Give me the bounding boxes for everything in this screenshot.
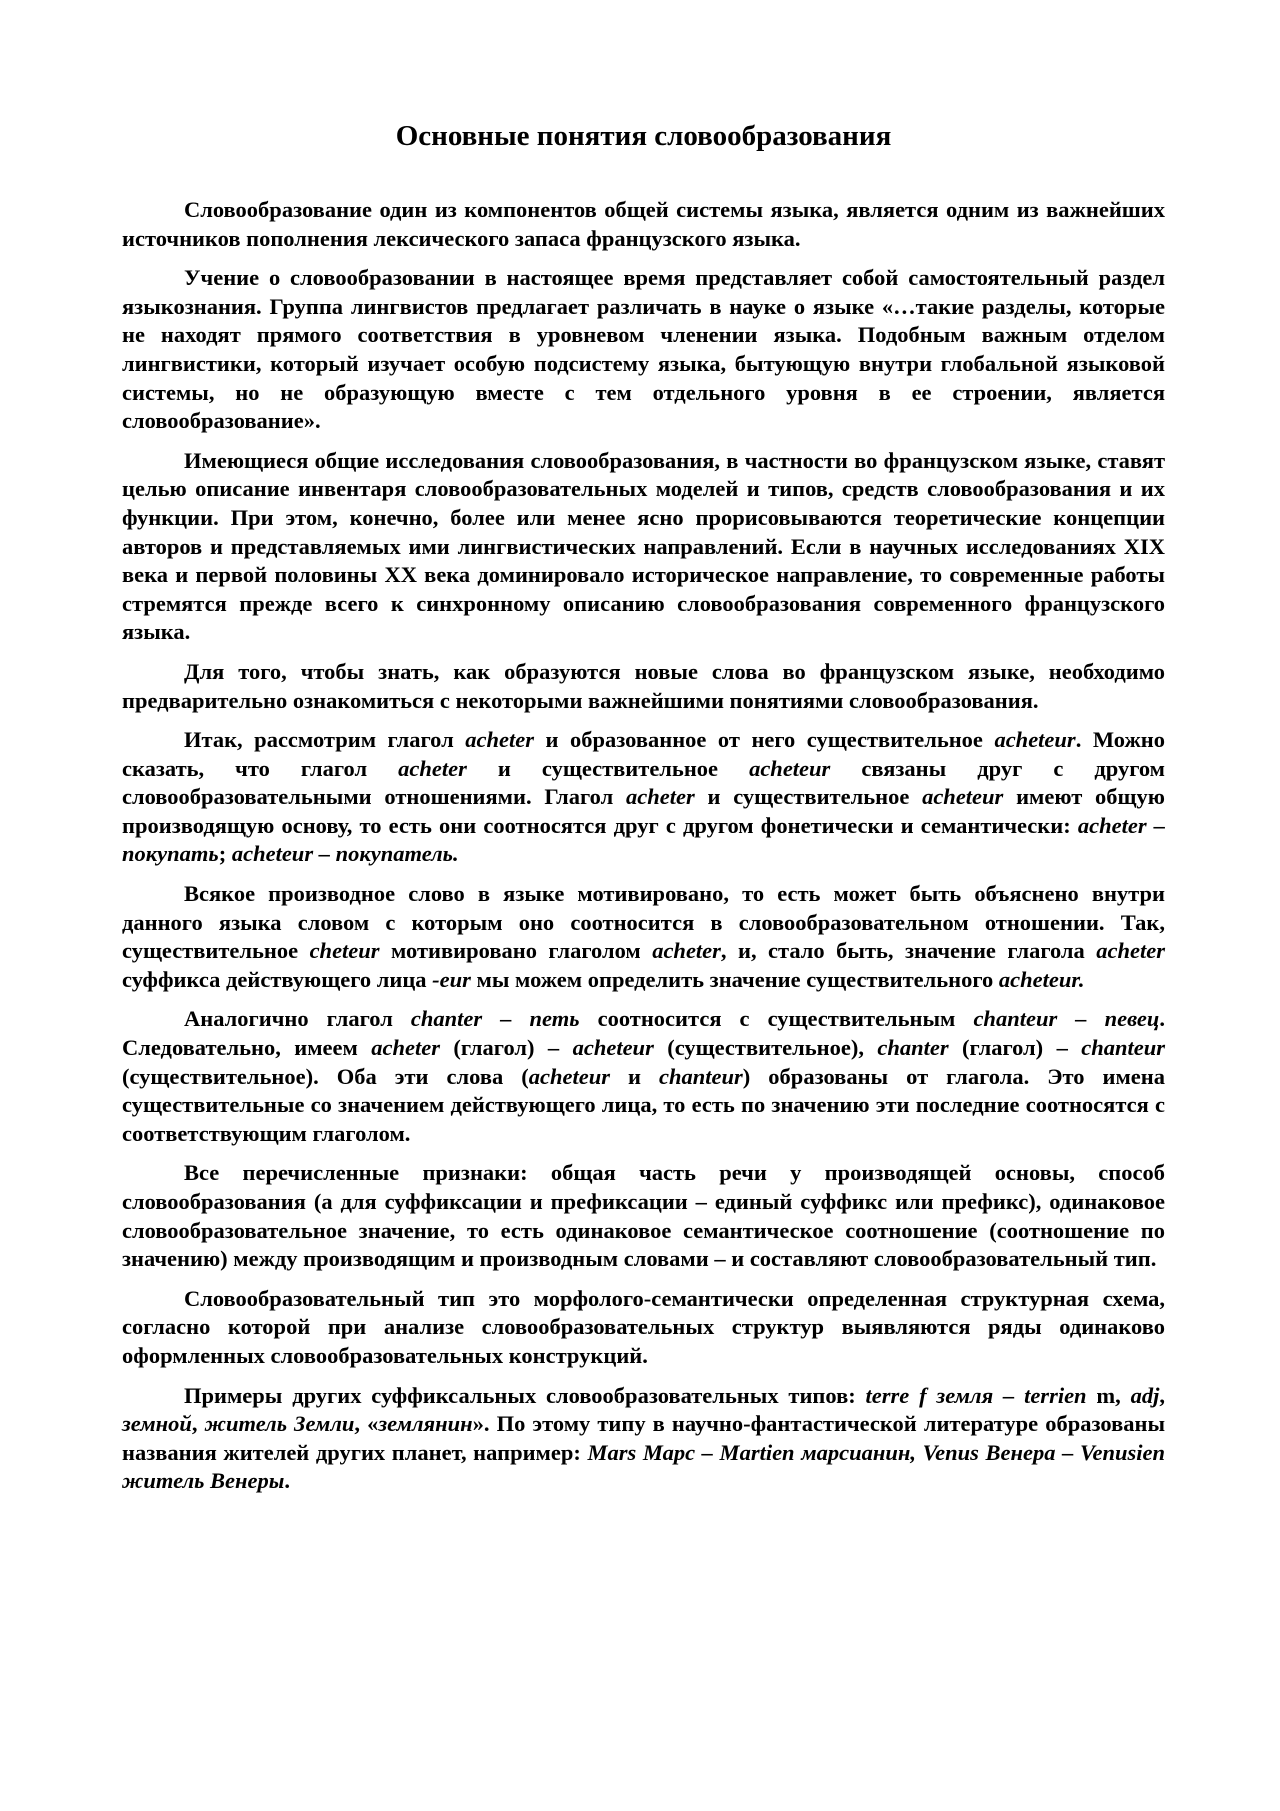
text-run: Аналогично глагол — [184, 1006, 411, 1032]
italic-term: acheter — [652, 938, 721, 964]
italic-term: cheteur — [309, 938, 380, 964]
italic-term: terre f земля – terrien — [865, 1382, 1087, 1408]
italic-term: acheter – покупать — [122, 812, 1166, 867]
text-run: и существительное — [466, 755, 750, 781]
document-body — [122, 196, 1165, 1496]
text-run: суффикса действующего лица — [122, 966, 433, 992]
paragraph — [122, 196, 1165, 253]
italic-term: acheter — [625, 784, 695, 810]
text-run: . Можно сказать, что глагол — [122, 727, 1165, 781]
text-run: ». По этому типу в научно-фантастической литературе образованы названия жителей других планет, например: — [122, 1411, 1166, 1465]
italic-term: chanteur – певец — [973, 1006, 1160, 1032]
italic-term: Mars Марс – Martien марсианин, Venus Венера – Venusien житель Венеры — [122, 1439, 1166, 1494]
italic-term: acheteur. — [998, 966, 1085, 992]
italic-term: acheter — [371, 1035, 440, 1061]
paragraph — [122, 264, 1165, 436]
text-run: , — [191, 1411, 205, 1437]
italic-term: земной — [122, 1411, 192, 1437]
italic-term: землянин — [378, 1411, 473, 1437]
text-run: и образованное от него существительное — [533, 727, 995, 753]
italic-term: acheteur – покупатель. — [231, 841, 459, 867]
text-run: Имеющиеся общие исследования словообразования, в частности во французском языке, ставят целью описание инвентаря словообразовательных моделей и типов, средств словообразования и их функции. При этом, конечно, более или менее ясно прорисовываются теоретические концепции авторов и представляемых ими лингвистических направлений. Если в научных исследованиях XIX века и первой половины XX века доминировало историческое направление, то современные работы стремятся прежде всего к синхронному описанию словообразования современного французского языка. — [122, 447, 1165, 645]
text-run: . Следовательно, имеем — [122, 1006, 1165, 1061]
text-run: мы можем определить значение существительного — [470, 966, 999, 992]
document-title: Основные понятия словообразования — [395, 120, 892, 152]
italic-term: chanteur — [659, 1063, 743, 1089]
document-page — [122, 118, 1165, 1507]
text-run: соотносится с существительным — [579, 1006, 974, 1032]
text-run: Для того, чтобы знать, как образуются новые слова во французском языке, необходимо предварительно ознакомиться с некоторыми важнейшими понятиями словообразования. — [122, 658, 1165, 713]
text-run: , и, стало быть, значение глагола — [720, 938, 1097, 964]
italic-term: acheteur — [572, 1035, 654, 1061]
text-run: Словообразование один из компонентов общей системы языка, является одним из важнейших источников пополнения лексического запаса французского языка. — [122, 197, 1165, 251]
text-run: имеют общую производящую основу, то есть они соотносятся друг с другом фонетически и семантически: — [122, 784, 1165, 838]
italic-term: acheteur — [528, 1063, 610, 1089]
text-run: мотивировано глаголом — [379, 938, 653, 964]
text-run: ; — [218, 841, 232, 867]
text-run: . — [284, 1468, 290, 1494]
italic-term: -eur — [432, 966, 471, 992]
paragraph — [122, 880, 1165, 994]
text-run: и — [610, 1063, 660, 1089]
text-run: Учение о словообразовании в настоящее время представляет собой самостоятельный раздел языкознания. Группа лингвистов предлагает различать в науке о языке «…такие разделы, которые не находят прямого соответствия в уровневом членении языка. Подобным важным отделом лингвистики, который изучает особую подсистему языка, бытующую внутри глобальной языковой системы, но не образующую вместе с тем отдельного уровня в ее строении, является словообразование». — [122, 265, 1165, 434]
paragraph — [122, 1005, 1165, 1148]
italic-term: acheteur — [922, 784, 1004, 810]
text-run: и существительное — [694, 784, 923, 810]
paragraph — [122, 726, 1165, 869]
text-run: (глагол) – — [948, 1035, 1082, 1061]
paragraph — [122, 1382, 1165, 1496]
italic-term: acheter — [465, 727, 534, 753]
italic-term: acheteur — [994, 727, 1076, 753]
text-run: Словообразовательный тип это морфолого-семантически определенная структурная схема, согласно которой при анализе словообразовательных структур выявляются ряды одинаково оформленных словообразовательных конструкций. — [122, 1285, 1165, 1368]
text-run: связаны друг с другом словообразовательными отношениями. Глагол — [122, 755, 1165, 810]
italic-term: chanter — [877, 1035, 949, 1061]
text-run: (существительное), — [653, 1035, 878, 1061]
italic-term: chanteur — [1081, 1035, 1165, 1061]
text-run: (существительное). Оба эти слова ( — [122, 1063, 529, 1089]
italic-term: acheter — [398, 755, 467, 781]
text-run: Примеры других суффиксальных словообразовательных типов: — [184, 1382, 866, 1408]
text-run: Все перечисленные признаки: общая часть речи у производящей основы, способ словообразования (а для суффиксации и префиксации – единый суффикс или префикс), одинаковое словообразовательное значение, то есть одинаковое семантическое соотношение (соотношение по значению) между производящим и производным словами – и составляют словообразовательный тип. — [122, 1160, 1165, 1272]
paragraph — [122, 1159, 1165, 1273]
text-run: Итак, рассмотрим глагол — [184, 727, 466, 753]
italic-term: chanter – петь — [410, 1006, 580, 1032]
text-run: m, — [1086, 1382, 1131, 1408]
text-run: ) образованы от глагола. Это имена существительные со значением действующего лица, то есть по значению эти последние соотносятся с соответствующим глаголом. — [122, 1063, 1166, 1146]
text-run: , « — [354, 1411, 379, 1437]
text-run: Всякое производное слово в языке мотивировано, то есть может быть объяснено внутри данного языка словом с которым оно соотносится в словообразовательном отношении. Так, существительное — [122, 881, 1165, 964]
italic-term: adj — [1130, 1382, 1160, 1408]
paragraph — [122, 658, 1165, 715]
paragraph — [122, 1285, 1165, 1371]
italic-term: acheter — [1096, 938, 1165, 964]
paragraph — [122, 447, 1165, 647]
text-run: , — [1159, 1382, 1165, 1408]
text-run: (глагол) – — [439, 1035, 573, 1061]
italic-term: acheteur — [749, 755, 831, 781]
italic-term: житель Земли — [204, 1411, 355, 1437]
